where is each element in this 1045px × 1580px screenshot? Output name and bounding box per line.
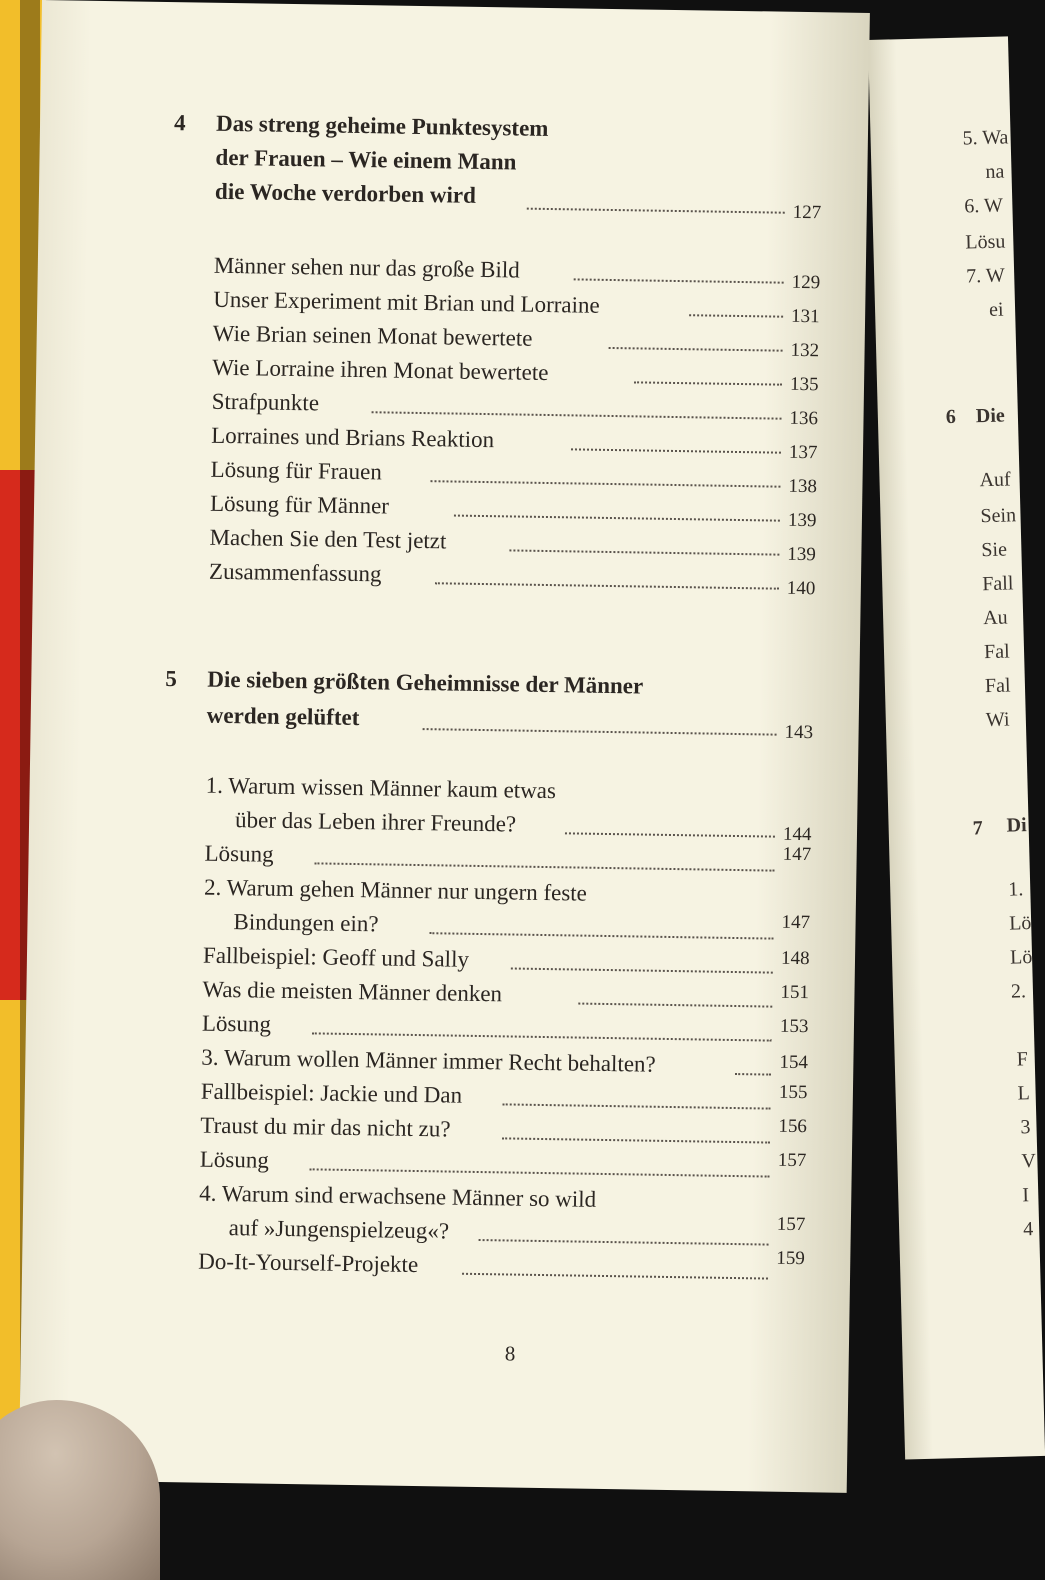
toc-page: 137 <box>788 441 818 464</box>
leader-dots <box>509 549 779 555</box>
right-line: 6. W <box>964 194 1004 218</box>
right-line: Die <box>975 404 1006 428</box>
toc-entry: 2. Warum gehen Männer nur ungern feste <box>203 874 588 906</box>
page-number: 8 <box>504 1341 516 1366</box>
right-line: Fal <box>983 640 1010 664</box>
toc-entry: Machen Sie den Test jetzt <box>209 524 447 554</box>
toc-entry: Fallbeispiel: Jackie und Dan <box>200 1078 463 1108</box>
right-line: 2. <box>1010 980 1027 1003</box>
chapter-4-title-line: Das streng geheime Punktesystem <box>215 110 549 141</box>
leader-dots <box>735 1073 771 1076</box>
toc-entry: Männer sehen nur das große Bild <box>213 252 520 283</box>
chapter-5-number: 5 <box>165 666 178 692</box>
chapter-5-title-line: werden gelüftet <box>206 702 360 731</box>
toc-entry: Lösung für Männer <box>209 490 390 519</box>
leader-dots <box>578 1003 772 1008</box>
toc-page: 139 <box>787 543 817 566</box>
toc-page: 157 <box>776 1213 806 1236</box>
toc-entry: 4. Warum sind erwachsene Männer so wild <box>199 1180 597 1212</box>
leader-dots <box>429 932 773 939</box>
toc-entry: Fallbeispiel: Geoff und Sally <box>202 942 470 972</box>
toc-entry: Wie Lorraine ihren Monat bewertete <box>212 354 549 385</box>
right-line: Lö <box>1008 912 1032 935</box>
toc-entry: Lösung <box>201 1010 272 1037</box>
toc-page: 154 <box>779 1051 809 1074</box>
toc-page: 132 <box>790 339 820 362</box>
right-line: Fal <box>984 674 1011 698</box>
chapter-5-title-line: Die sieben größten Geheimnisse der Männer <box>207 666 644 699</box>
toc-page: 135 <box>789 373 819 396</box>
right-line: Au <box>982 606 1008 630</box>
toc-entry: Lösung <box>199 1146 270 1173</box>
leader-dots <box>372 411 782 419</box>
leader-dots <box>502 1137 770 1143</box>
right-line: 3 <box>1020 1116 1031 1139</box>
right-line: Lösu <box>965 230 1006 254</box>
toc-page: 129 <box>791 271 821 294</box>
right-line: Lö <box>1009 946 1033 969</box>
toc-entry: 3. Warum wollen Männer immer Recht behalten? <box>201 1044 656 1077</box>
right-line: F <box>1016 1048 1029 1071</box>
toc-entry: Zusammenfassung <box>208 558 382 587</box>
toc-entry: Unser Experiment mit Brian und Lorraine <box>213 286 600 318</box>
chapter-4-page: 127 <box>792 201 822 224</box>
right-line: I <box>1022 1184 1030 1207</box>
toc-entry: Lösung <box>204 840 274 867</box>
leader-dots <box>312 1032 772 1041</box>
left-page <box>19 0 870 1493</box>
right-chapter-number: 6 <box>945 405 957 429</box>
right-line: Auf <box>979 468 1011 492</box>
leader-dots <box>423 728 777 736</box>
right-line: ei <box>988 298 1004 321</box>
leader-dots <box>435 582 779 589</box>
leader-dots <box>430 480 780 487</box>
chapter-4-title-line: der Frauen – Wie einem Mann <box>215 144 517 175</box>
toc-entry: Lösung für Frauen <box>210 456 383 485</box>
right-line: 7. W <box>965 264 1006 288</box>
leader-dots <box>689 314 783 317</box>
right-line: L <box>1017 1082 1031 1105</box>
leader-dots <box>527 208 785 214</box>
toc-entry: über das Leben ihrer Freunde? <box>234 807 517 837</box>
right-line: Sein <box>980 504 1017 528</box>
leader-dots <box>565 832 775 837</box>
leader-dots <box>314 862 774 871</box>
right-line: Wi <box>985 708 1010 732</box>
leader-dots <box>310 1168 770 1177</box>
toc-entry: Lorraines und Brians Reaktion <box>210 422 495 453</box>
toc-page: 131 <box>790 305 820 328</box>
right-line: na <box>985 160 1005 183</box>
toc-page: 147 <box>782 843 812 866</box>
leader-dots <box>634 381 782 385</box>
right-line: Fall <box>981 572 1014 596</box>
toc-page: 139 <box>787 509 817 532</box>
chapter-4-title-line: die Woche verdorben wird <box>214 178 477 208</box>
toc-entry: Was die meisten Männer denken <box>202 976 503 1007</box>
toc-page: 153 <box>779 1015 809 1038</box>
right-line: 5. Wa <box>962 126 1009 150</box>
toc-page: 147 <box>781 911 811 934</box>
leader-dots <box>454 515 780 522</box>
leader-dots <box>511 967 773 973</box>
toc-page: 155 <box>778 1081 808 1104</box>
toc-entry: Strafpunkte <box>211 388 320 416</box>
right-line: 1. <box>1008 878 1024 901</box>
toc-page: 136 <box>789 407 819 430</box>
toc-page: 148 <box>780 947 810 970</box>
right-line: Sie <box>981 538 1008 562</box>
toc-page: 157 <box>777 1149 807 1172</box>
right-line: V <box>1021 1149 1037 1173</box>
toc-page: 151 <box>780 981 810 1004</box>
toc-entry: auf »Jungenspielzeug«? <box>228 1215 450 1244</box>
leader-dots <box>503 1103 771 1109</box>
leader-dots <box>462 1273 768 1280</box>
chapter-5-page: 143 <box>784 721 814 744</box>
toc-entry: Traust du mir das nicht zu? <box>200 1112 451 1142</box>
toc-page: 140 <box>786 577 816 600</box>
right-line: 4 <box>1022 1218 1034 1241</box>
toc-entry: Bindungen ein? <box>233 909 379 937</box>
leader-dots <box>571 448 781 453</box>
toc-entry: 1. Warum wissen Männer kaum etwas <box>205 772 557 804</box>
toc-entry: Wie Brian seinen Monat bewertete <box>212 320 533 351</box>
toc-page: 138 <box>788 475 818 498</box>
toc-page: 156 <box>778 1115 808 1138</box>
toc-page: 144 <box>782 823 812 846</box>
right-page <box>868 36 1045 1459</box>
leader-dots <box>479 1239 769 1246</box>
toc-entry: Do-It-Yourself-Projekte <box>198 1248 419 1278</box>
right-line: Di <box>1006 814 1027 837</box>
right-chapter-number: 7 <box>972 817 983 840</box>
toc-page: 159 <box>776 1247 805 1270</box>
chapter-4-number: 4 <box>173 110 186 136</box>
leader-dots <box>574 278 784 283</box>
leader-dots <box>609 347 783 352</box>
